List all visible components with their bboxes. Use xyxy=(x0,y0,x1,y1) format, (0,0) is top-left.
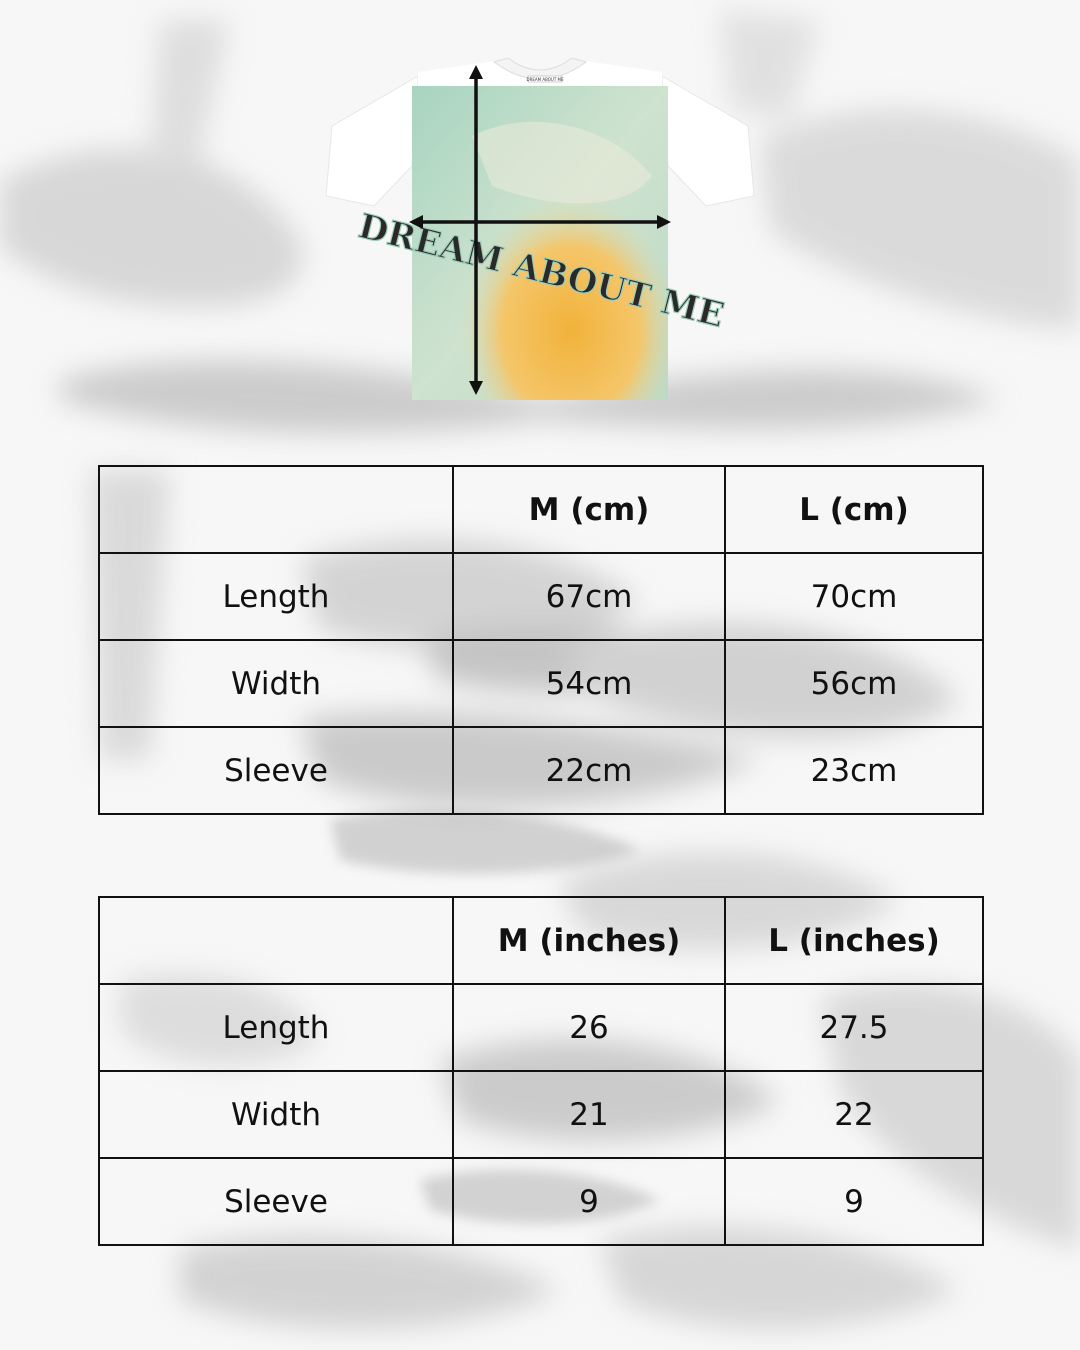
row-label: Width xyxy=(99,1071,453,1158)
header-cell-l: L (cm) xyxy=(725,466,983,553)
header-cell-m: M (inches) xyxy=(453,897,725,984)
row-label: Length xyxy=(99,984,453,1071)
right-sleeve xyxy=(662,76,754,206)
header-cell-blank xyxy=(99,466,453,553)
row-label: Width xyxy=(99,640,453,727)
tshirt-diagram xyxy=(322,56,758,400)
left-sleeve xyxy=(326,76,418,206)
header-cell-m: M (cm) xyxy=(453,466,725,553)
header-row xyxy=(99,466,983,553)
row-label: Length xyxy=(99,553,453,640)
size-table-cm xyxy=(98,465,984,815)
table-row xyxy=(99,1158,983,1245)
cell-m: 22cm xyxy=(453,727,725,814)
header-cell-blank xyxy=(99,897,453,984)
cell-m: 54cm xyxy=(453,640,725,727)
svg-text:DREAM ABOUT ME: DREAM ABOUT ME xyxy=(354,206,729,336)
cell-l: 9 xyxy=(725,1158,983,1245)
cell-l: 27.5 xyxy=(725,984,983,1071)
cell-l: 23cm xyxy=(725,727,983,814)
table-row xyxy=(99,553,983,640)
cell-m: 26 xyxy=(453,984,725,1071)
table-row xyxy=(99,1071,983,1158)
size-table-inches xyxy=(98,896,984,1246)
cell-l: 56cm xyxy=(725,640,983,727)
cell-m: 21 xyxy=(453,1071,725,1158)
cell-l: 70cm xyxy=(725,553,983,640)
header-row xyxy=(99,897,983,984)
row-label: Sleeve xyxy=(99,727,453,814)
cell-m: 67cm xyxy=(453,553,725,640)
header-cell-l: L (inches) xyxy=(725,897,983,984)
neck-label xyxy=(526,76,563,82)
table-row xyxy=(99,984,983,1071)
table-row xyxy=(99,640,983,727)
svg-text:DREAM ABOUT ME: DREAM ABOUT ME xyxy=(526,77,564,82)
row-label: Sleeve xyxy=(99,1158,453,1245)
cell-m: 9 xyxy=(453,1158,725,1245)
table-row xyxy=(99,727,983,814)
cell-l: 22 xyxy=(725,1071,983,1158)
